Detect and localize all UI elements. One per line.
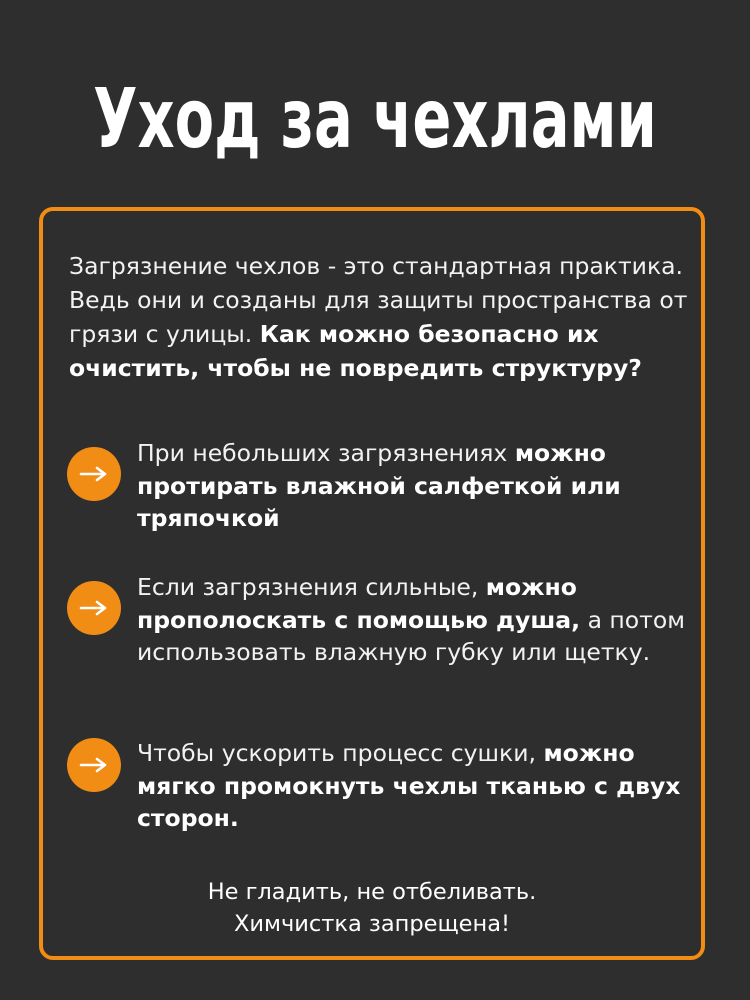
intro-regular-text: Загрязнение чехлов - это стандартная практика. Ведь они и созданы для защиты пространства от грязи с улицы.	[69, 252, 688, 348]
list-item	[67, 437, 687, 557]
arrow-right-icon	[67, 738, 121, 792]
arrow-right-icon	[67, 447, 121, 501]
list-item-text: Если загрязнения сильные, можно прополоскать с помощью душа, а потом использовать влажную губку или щетку.	[137, 573, 685, 666]
list-item	[67, 737, 687, 857]
footer-line-1: Не гладить, не отбеливать.	[207, 879, 537, 905]
intro-paragraph	[69, 249, 689, 385]
arrow-right-icon	[67, 581, 121, 635]
page-title: Уход за чехлами	[93, 72, 657, 167]
care-warning	[43, 876, 701, 940]
care-info-card	[39, 207, 705, 960]
list-item-text: Чтобы ускорить процесс сушки, можно мягко промокнуть чехлы тканью с двух сторон.	[137, 739, 681, 832]
intro-bold-text: Как можно безопасно их очистить, чтобы не повредить структуру?	[69, 320, 642, 382]
footer-line-2: Химчистка запрещена!	[233, 911, 511, 937]
list-item-text: При небольших загрязнениях можно протирать влажной салфеткой или тряпочкой	[137, 439, 621, 532]
list-item	[67, 571, 687, 691]
